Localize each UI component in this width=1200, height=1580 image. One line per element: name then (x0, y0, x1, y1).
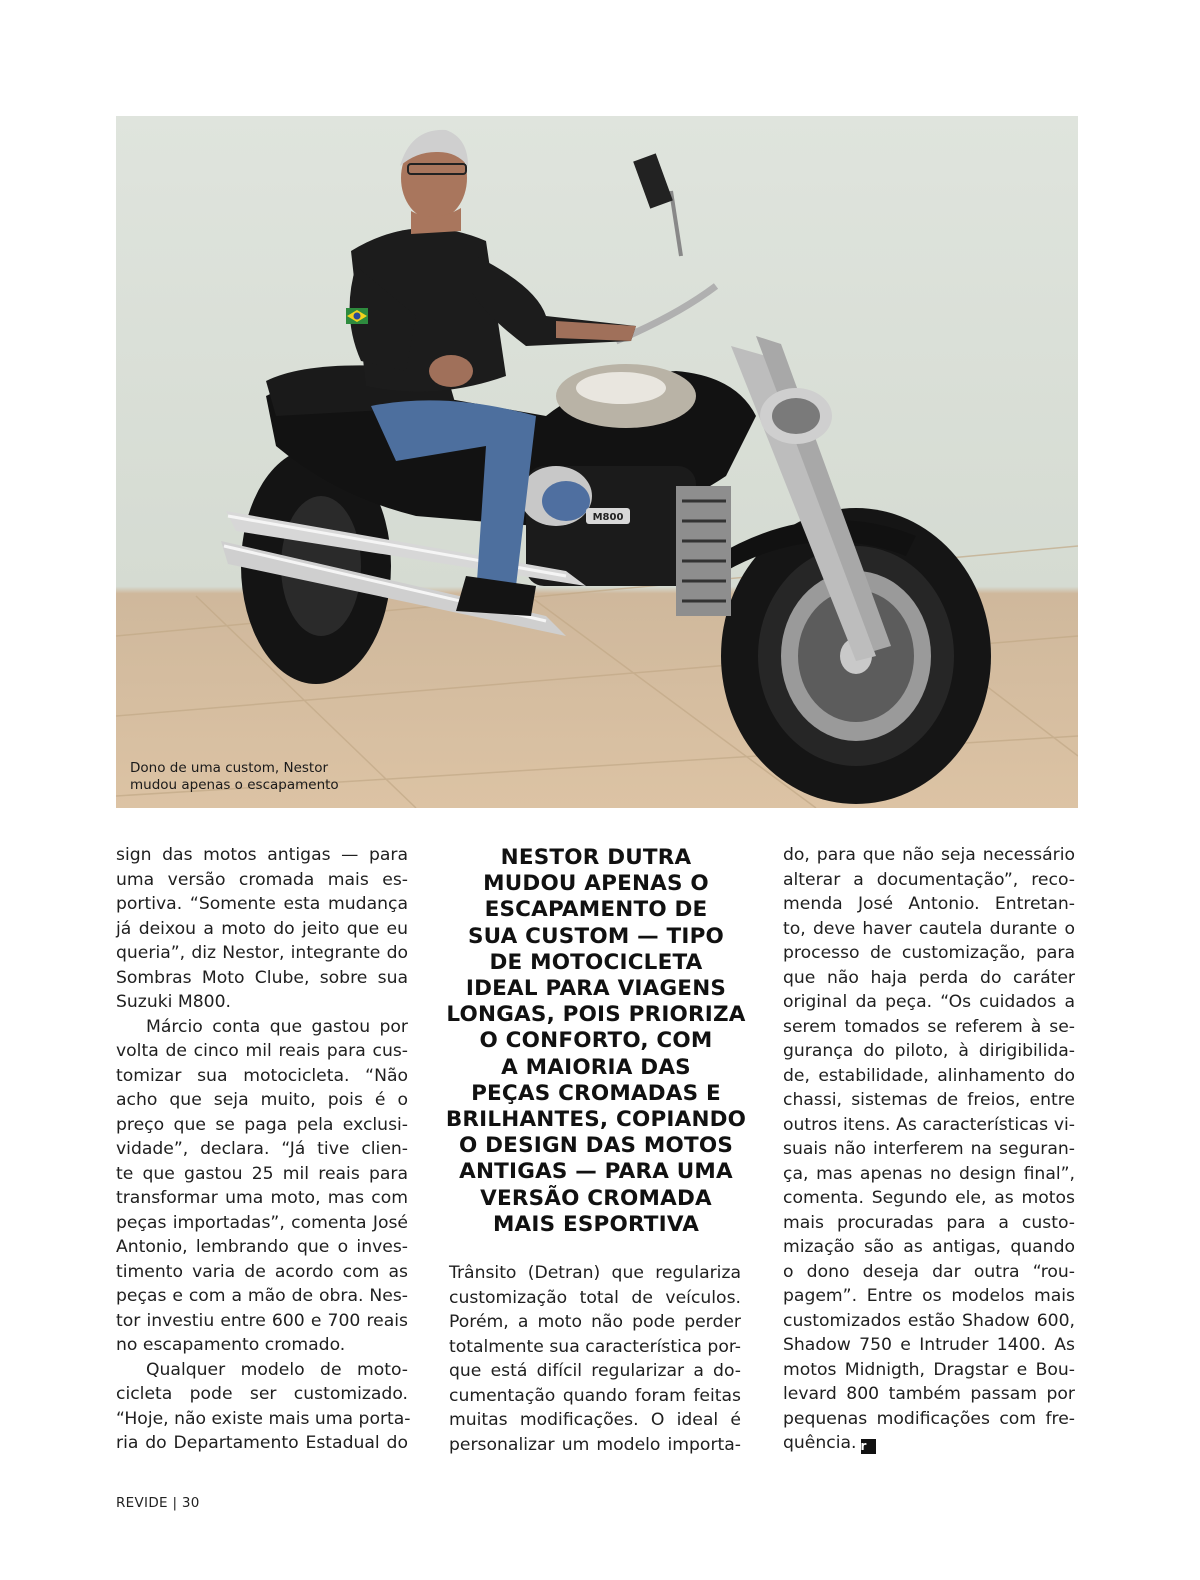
text-line: peças e com a mão de obra. Nes- (116, 1286, 408, 1306)
text-line: Antonio, lembrando que o inves- (116, 1237, 408, 1257)
pull-quote-line: NESTOR DUTRA (500, 845, 692, 870)
article-photo (116, 116, 1078, 808)
text-line: motos Midnigth, Dragstar e Bou- (783, 1359, 1075, 1380)
text-line: Porém, a moto não pode perder (449, 1312, 741, 1332)
pull-quote-line: IDEAL PARA VIAGENS (465, 976, 727, 1002)
text-line: sign das motos antigas — para (116, 845, 408, 865)
pull-quote-line: MAIS ESPORTIVA (492, 1211, 700, 1237)
text-line: que está difícil regularizar a do- (449, 1361, 741, 1381)
pull-quote-line: MUDOU APENAS O (483, 871, 709, 897)
article-column-1 (116, 843, 411, 1456)
pull-quote-line: BRILHANTES, COPIANDO (445, 1107, 747, 1133)
text-fragment: quência. (783, 1433, 857, 1453)
text-line: volta de cinco mil reais para cus- (116, 1041, 408, 1061)
article-column-2 (449, 1261, 741, 1457)
text-line: serem tomados se referem à se- (783, 1016, 1075, 1037)
text-line: já deixou a moto do jeito que eu (116, 918, 408, 939)
pull-quote-line: PEÇAS CROMADAS E (471, 1080, 721, 1106)
text-line: de, estabilidade, alinhamento do (783, 1065, 1075, 1086)
text-line: to, deve haver cautela durante o (783, 918, 1075, 939)
paragraph (116, 1358, 411, 1456)
text-line: processo de customização, para (783, 943, 1075, 963)
text-line: vidade”, declara. “Já tive clien- (116, 1139, 408, 1159)
paragraph (116, 843, 408, 1015)
text-line: alterar a documentação”, reco- (783, 869, 1075, 890)
text-line: tomizar sua motocicleta. “Não (116, 1065, 408, 1086)
text-line: Sombras Moto Clube, sobre sua (116, 967, 408, 988)
paragraph (783, 843, 1075, 1456)
text-line: Shadow 750 e Intruder 1400. As (783, 1335, 1075, 1355)
pull-quote-line: A MAIORIA DAS (501, 1054, 691, 1080)
text-line: original da peça. “Os cuidados a (783, 992, 1075, 1012)
text-line: Trânsito (Detran) que regulariza (449, 1263, 741, 1283)
text-line: muitas modificações. O ideal é (449, 1410, 741, 1430)
text-line: Suzuki M800. (116, 992, 232, 1012)
text-line: totalmente sua característica por- (449, 1336, 741, 1357)
text-line: queria”, diz Nestor, integrante do (116, 943, 408, 963)
text-line: outros itens. As características vi- (783, 1114, 1075, 1135)
text-line: mização são as antigas, quando (783, 1237, 1075, 1257)
text-line: acho que seja muito, pois é o (116, 1090, 408, 1110)
text-line: ria do Departamento Estadual do (116, 1433, 408, 1453)
caption-line: mudou apenas o escapamento (130, 777, 339, 793)
text-line: ça, mas apenas no design final”, (783, 1163, 1075, 1184)
text-line: te que gastou 25 mil reais para (116, 1163, 408, 1184)
caption-line: Dono de uma custom, Nestor (130, 760, 329, 776)
pull-quote-line: O CONFORTO, COM (479, 1028, 713, 1054)
text-line: chassi, sistemas de freios, entre (783, 1090, 1075, 1110)
text-line: uma versão cromada mais es- (116, 869, 408, 890)
engine-badge: M800 (592, 512, 624, 523)
pull-quote-line: LONGAS, POIS PRIORIZA (446, 1002, 746, 1028)
engine (520, 466, 731, 616)
text-line: menda José Antonio. Entretan- (783, 894, 1075, 914)
text-line: pequenas modificações com fre- (783, 1408, 1075, 1429)
text-line: preço que se paga pela exclusi- (116, 1114, 408, 1135)
text-line: gurança do piloto, à dirigibilida- (783, 1041, 1075, 1061)
pull-quote-line: O DESIGN DAS MOTOS (458, 1133, 734, 1159)
pull-quote-line: ESCAPAMENTO DE (484, 897, 708, 923)
photo-caption (130, 760, 339, 794)
text-line: no escapamento cromado. (116, 1335, 346, 1355)
text-line: suais não interferem na seguran- (783, 1139, 1075, 1159)
text-line: customização total de veículos. (449, 1287, 741, 1308)
pull-quote-line: SUA CUSTOM — TIPO (467, 923, 725, 949)
page-footer: REVIDE | 30 (116, 1495, 200, 1511)
text-line: peças importadas”, comenta José (116, 1212, 408, 1233)
text-line: comenta. Segundo ele, as motos (783, 1188, 1075, 1208)
text-line: customizados estão Shadow 600, (783, 1310, 1075, 1331)
text-line: mais procuradas para a custo- (783, 1212, 1075, 1233)
text-line: Qualquer modelo de moto- (146, 1359, 408, 1380)
article-column-3 (783, 843, 1075, 1456)
text-line: levard 800 também passam por (783, 1384, 1075, 1404)
paragraph (116, 1015, 408, 1358)
text-line: do, para que não seja necessário (783, 845, 1075, 865)
text-line: o dono deseja dar outra “rou- (783, 1261, 1075, 1282)
text-line: tor investiu entre 600 e 700 reais (116, 1310, 408, 1331)
text-line (783, 1431, 1075, 1456)
end-of-article-icon: r (861, 1439, 876, 1454)
text-line: timento varia de acordo com as (116, 1261, 408, 1282)
text-line: personalizar um modelo importa- (449, 1434, 741, 1455)
text-line: “Hoje, não existe mais uma porta- (116, 1408, 411, 1429)
pull-quote (440, 845, 752, 1238)
pull-quote-line: VERSÃO CROMADA (480, 1185, 712, 1211)
pull-quote-line: ANTIGAS — PARA UMA (459, 1159, 733, 1185)
text-line: Márcio conta que gastou por (146, 1016, 408, 1037)
text-line: transformar uma moto, mas com (116, 1188, 408, 1208)
paragraph (449, 1261, 741, 1457)
pull-quote-line: DE MOTOCICLETA (489, 949, 703, 975)
motorcycle-illustration (116, 116, 1078, 808)
text-line: cicleta pode ser customizado. (116, 1384, 408, 1404)
text-line: pagem”. Entre os modelos mais (783, 1286, 1075, 1306)
text-line: que não haja perda do caráter (783, 967, 1075, 988)
text-line: cumentação quando foram feitas (449, 1385, 741, 1406)
text-line: portiva. “Somente esta mudança (116, 894, 408, 914)
